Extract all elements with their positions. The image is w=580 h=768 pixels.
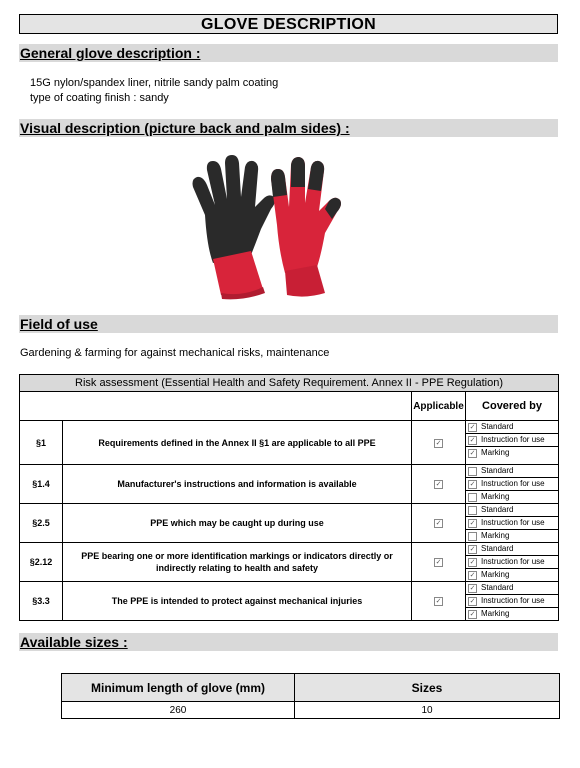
instruction-checkbox[interactable]: ✓ <box>469 558 476 566</box>
marking-label: Marking <box>481 492 510 501</box>
covered-instruction <box>466 517 558 530</box>
marking-label: Marking <box>481 570 510 579</box>
sizes-table <box>61 673 560 719</box>
covered-standard <box>466 582 558 595</box>
risk-section-number: §2.12 <box>20 543 63 582</box>
risk-requirement: The PPE is intended to protect against mechanical injuries <box>63 582 412 621</box>
page-title: GLOVE DESCRIPTION <box>19 14 558 34</box>
instruction-checkbox[interactable]: ✓ <box>469 436 476 444</box>
covered-marking <box>466 530 558 542</box>
marking-label: Marking <box>481 531 510 540</box>
risk-requirement: PPE bearing one or more identification markings or indicators directly or indirectly relating to health and safety <box>63 543 412 582</box>
applicable-cell <box>412 421 466 465</box>
applicable-checkbox[interactable]: ✓ <box>435 481 442 489</box>
standard-checkbox[interactable] <box>468 467 477 476</box>
risk-requirement: Manufacturer's instructions and information is available <box>63 465 412 504</box>
field-of-use-text: Gardening & farming for against mechanical risks, maintenance <box>20 347 330 359</box>
standard-label: Standard <box>481 583 514 592</box>
applicable-checkbox[interactable]: ✓ <box>435 598 442 606</box>
instruction-label: Instruction for use <box>481 479 545 488</box>
section-visual-heading: Visual description (picture back and palm sides) : <box>20 120 350 136</box>
standard-checkbox[interactable]: ✓ <box>469 423 476 431</box>
risk-table-header: Risk assessment (Essential Health and Safety Requirement. Annex II - PPE Regulation) <box>20 375 559 392</box>
instruction-label: Instruction for use <box>481 596 545 605</box>
risk-requirement: PPE which may be caught up during use <box>63 504 412 543</box>
standard-checkbox[interactable]: ✓ <box>469 545 476 553</box>
risk-section-number: §2.5 <box>20 504 63 543</box>
covered-marking <box>466 447 558 459</box>
marking-checkbox[interactable] <box>468 532 477 541</box>
risk-row <box>20 504 559 543</box>
col-min-length: Minimum length of glove (mm) <box>62 674 295 702</box>
risk-requirement: Requirements defined in the Annex II §1 are applicable to all PPE <box>63 421 412 465</box>
standard-label: Standard <box>481 422 514 431</box>
covered-instruction <box>466 434 558 447</box>
covered-instruction <box>466 556 558 569</box>
covered-marking <box>466 608 558 620</box>
covered-standard <box>466 465 558 478</box>
instruction-checkbox[interactable]: ✓ <box>469 519 476 527</box>
section-sizes <box>19 633 558 651</box>
general-line-2: type of coating finish : sandy <box>30 92 169 104</box>
covered-standard <box>466 504 558 517</box>
covered-by-cell <box>466 421 559 465</box>
gloves-illustration <box>185 155 355 300</box>
covered-marking <box>466 569 558 581</box>
section-general-heading: General glove description : <box>20 45 201 61</box>
left-glove <box>193 155 276 299</box>
risk-assessment-table <box>19 374 559 621</box>
section-field-heading: Field of use <box>20 316 98 332</box>
section-general <box>19 44 558 62</box>
right-glove <box>271 157 341 297</box>
risk-section-number: §1 <box>20 421 63 465</box>
section-sizes-heading: Available sizes : <box>20 634 128 650</box>
standard-checkbox[interactable]: ✓ <box>469 584 476 592</box>
covered-by-cell <box>466 465 559 504</box>
marking-checkbox[interactable]: ✓ <box>469 449 476 457</box>
covered-standard <box>466 543 558 556</box>
min-length-value: 260 <box>62 702 295 719</box>
covered-instruction <box>466 478 558 491</box>
marking-checkbox[interactable]: ✓ <box>469 571 476 579</box>
instruction-label: Instruction for use <box>481 518 545 527</box>
risk-row <box>20 543 559 582</box>
risk-row <box>20 421 559 465</box>
applicable-cell <box>412 582 466 621</box>
marking-label: Marking <box>481 448 510 457</box>
covered-by-cell <box>466 582 559 621</box>
instruction-label: Instruction for use <box>481 435 545 444</box>
covered-instruction <box>466 595 558 608</box>
marking-checkbox[interactable]: ✓ <box>469 610 476 618</box>
risk-row <box>20 465 559 504</box>
general-line-1: 15G nylon/spandex liner, nitrile sandy palm coating <box>30 77 279 89</box>
col-sizes: Sizes <box>295 674 560 702</box>
standard-label: Standard <box>481 466 514 475</box>
risk-section-number: §1.4 <box>20 465 63 504</box>
col-covered-by: Covered by <box>466 392 559 421</box>
size-value: 10 <box>295 702 560 719</box>
instruction-checkbox[interactable]: ✓ <box>469 480 476 488</box>
covered-standard <box>466 421 558 434</box>
marking-label: Marking <box>481 609 510 618</box>
covered-by-cell <box>466 504 559 543</box>
applicable-cell <box>412 543 466 582</box>
covered-by-cell <box>466 543 559 582</box>
glove-image <box>185 155 355 300</box>
applicable-checkbox[interactable]: ✓ <box>435 439 442 447</box>
standard-label: Standard <box>481 544 514 553</box>
section-field <box>19 315 558 333</box>
risk-rows <box>20 421 559 621</box>
applicable-cell <box>412 465 466 504</box>
instruction-checkbox[interactable]: ✓ <box>469 597 476 605</box>
covered-marking <box>466 491 558 503</box>
marking-checkbox[interactable] <box>468 493 477 502</box>
applicable-checkbox[interactable]: ✓ <box>435 520 442 528</box>
col-applicable: Applicable <box>412 392 466 421</box>
risk-blank-header <box>20 392 412 421</box>
standard-label: Standard <box>481 505 514 514</box>
risk-row <box>20 582 559 621</box>
section-visual <box>19 119 558 137</box>
applicable-checkbox[interactable]: ✓ <box>435 559 442 567</box>
applicable-cell <box>412 504 466 543</box>
risk-section-number: §3.3 <box>20 582 63 621</box>
instruction-label: Instruction for use <box>481 557 545 566</box>
standard-checkbox[interactable] <box>468 506 477 515</box>
